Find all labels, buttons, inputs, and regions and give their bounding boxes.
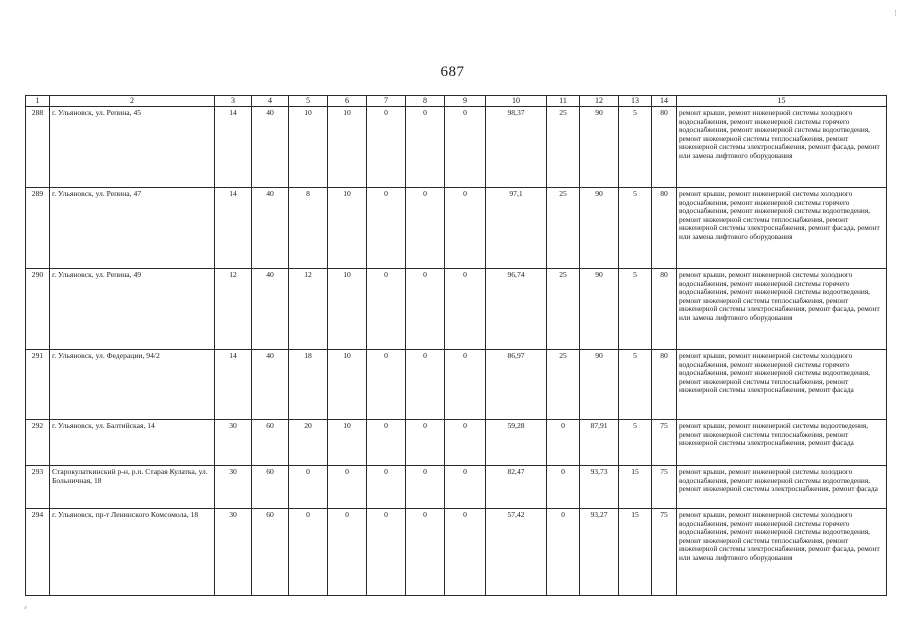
- works-cell: ремонт крыши, ремонт инженерной системы холодного водоснабжения, ремонт инженерной системы горячего водоснабжения, ремонт инженерной системы водоотведения, ремонт инженерной системы теплоснабжения, ремонт инженерной системы электроснабжения, ремонт фасада, ремонт или замена лифтового оборудования: [677, 107, 887, 188]
- value-cell: 0: [289, 466, 328, 509]
- value-cell: 0: [445, 188, 486, 269]
- value-cell: 80: [652, 269, 677, 350]
- value-cell: 0: [547, 420, 580, 466]
- value-cell: 0: [367, 509, 406, 596]
- value-cell: 0: [367, 466, 406, 509]
- value-cell: 5: [619, 269, 652, 350]
- address-cell: г. Ульяновск, ул. Репина, 45: [50, 107, 215, 188]
- value-cell: 97,1: [486, 188, 547, 269]
- value-cell: 25: [547, 350, 580, 420]
- value-cell: 93,73: [580, 466, 619, 509]
- scan-mark-bottom-left: ⸗: [24, 602, 27, 612]
- value-cell: 87,91: [580, 420, 619, 466]
- table-row: [26, 188, 887, 269]
- table-row: [26, 269, 887, 350]
- address-cell: г. Ульяновск, ул. Балтийская, 14: [50, 420, 215, 466]
- table-row: [26, 350, 887, 420]
- value-cell: 30: [215, 420, 252, 466]
- value-cell: 25: [547, 107, 580, 188]
- value-cell: 14: [215, 107, 252, 188]
- value-cell: 12: [289, 269, 328, 350]
- value-cell: 0: [445, 269, 486, 350]
- register-table: [25, 95, 887, 596]
- value-cell: 10: [328, 350, 367, 420]
- table-header-row: [26, 96, 887, 107]
- value-cell: 25: [547, 188, 580, 269]
- address-cell: г. Ульяновск, ул. Репина, 49: [50, 269, 215, 350]
- address-cell: г. Ульяновск, ул. Федерации, 94/2: [50, 350, 215, 420]
- value-cell: 10: [328, 107, 367, 188]
- value-cell: 90: [580, 350, 619, 420]
- value-cell: 60: [252, 509, 289, 596]
- value-cell: 30: [215, 509, 252, 596]
- value-cell: 5: [619, 350, 652, 420]
- column-header: 1: [26, 96, 50, 107]
- value-cell: 0: [328, 466, 367, 509]
- column-header: 6: [328, 96, 367, 107]
- value-cell: 5: [619, 107, 652, 188]
- column-header: 9: [445, 96, 486, 107]
- value-cell: 59,28: [486, 420, 547, 466]
- row-number: 288: [26, 107, 50, 188]
- value-cell: 0: [367, 188, 406, 269]
- value-cell: 40: [252, 269, 289, 350]
- works-cell: ремонт крыши, ремонт инженерной системы водоотведения, ремонт инженерной системы теплоснабжения, ремонт инженерной системы электроснабжения, ремонт фасада: [677, 420, 887, 466]
- value-cell: 0: [406, 509, 445, 596]
- value-cell: 15: [619, 509, 652, 596]
- value-cell: 0: [445, 107, 486, 188]
- value-cell: 80: [652, 107, 677, 188]
- value-cell: 14: [215, 350, 252, 420]
- value-cell: 90: [580, 188, 619, 269]
- row-number: 291: [26, 350, 50, 420]
- works-cell: ремонт крыши, ремонт инженерной системы холодного водоснабжения, ремонт инженерной системы водоотведения, ремонт инженерной системы электроснабжения, ремонт фасада: [677, 466, 887, 509]
- value-cell: 18: [289, 350, 328, 420]
- value-cell: 0: [406, 350, 445, 420]
- row-number: 294: [26, 509, 50, 596]
- scan-mark-top-right: ⁝: [894, 8, 897, 18]
- value-cell: 14: [215, 188, 252, 269]
- value-cell: 0: [406, 107, 445, 188]
- value-cell: 0: [445, 509, 486, 596]
- value-cell: 5: [619, 420, 652, 466]
- value-cell: 0: [406, 466, 445, 509]
- table-row: [26, 420, 887, 466]
- value-cell: 0: [445, 466, 486, 509]
- column-header: 5: [289, 96, 328, 107]
- column-header: 15: [677, 96, 887, 107]
- value-cell: 0: [367, 420, 406, 466]
- value-cell: 75: [652, 420, 677, 466]
- value-cell: 60: [252, 466, 289, 509]
- value-cell: 40: [252, 107, 289, 188]
- value-cell: 60: [252, 420, 289, 466]
- value-cell: 82,47: [486, 466, 547, 509]
- value-cell: 93,27: [580, 509, 619, 596]
- works-cell: ремонт крыши, ремонт инженерной системы холодного водоснабжения, ремонт инженерной системы горячего водоснабжения, ремонт инженерной системы водоотведения, ремонт инженерной системы теплоснабжения, ремонт инженерной системы электроснабжения, ремонт фасада, ремонт или замена лифтового оборудования: [677, 269, 887, 350]
- value-cell: 0: [367, 107, 406, 188]
- column-header: 12: [580, 96, 619, 107]
- row-number: 292: [26, 420, 50, 466]
- value-cell: 96,74: [486, 269, 547, 350]
- value-cell: 0: [445, 420, 486, 466]
- value-cell: 20: [289, 420, 328, 466]
- value-cell: 90: [580, 269, 619, 350]
- value-cell: 0: [367, 350, 406, 420]
- value-cell: 15: [619, 466, 652, 509]
- column-header: 4: [252, 96, 289, 107]
- value-cell: 80: [652, 188, 677, 269]
- value-cell: 0: [547, 509, 580, 596]
- column-header: 2: [50, 96, 215, 107]
- value-cell: 0: [406, 269, 445, 350]
- value-cell: 90: [580, 107, 619, 188]
- value-cell: 12: [215, 269, 252, 350]
- column-header: 8: [406, 96, 445, 107]
- value-cell: 8: [289, 188, 328, 269]
- value-cell: 40: [252, 350, 289, 420]
- value-cell: 0: [328, 509, 367, 596]
- value-cell: 75: [652, 466, 677, 509]
- row-number: 293: [26, 466, 50, 509]
- value-cell: 80: [652, 350, 677, 420]
- value-cell: 0: [445, 350, 486, 420]
- value-cell: 86,97: [486, 350, 547, 420]
- works-cell: ремонт крыши, ремонт инженерной системы холодного водоснабжения, ремонт инженерной системы горячего водоснабжения, ремонт инженерной системы водоотведения, ремонт инженерной системы теплоснабжения, ремонт инженерной системы электроснабжения, ремонт фасада: [677, 350, 887, 420]
- value-cell: 25: [547, 269, 580, 350]
- value-cell: 0: [406, 420, 445, 466]
- value-cell: 10: [289, 107, 328, 188]
- column-header: 10: [486, 96, 547, 107]
- value-cell: 0: [406, 188, 445, 269]
- column-header: 11: [547, 96, 580, 107]
- value-cell: 57,42: [486, 509, 547, 596]
- row-number: 289: [26, 188, 50, 269]
- value-cell: 0: [547, 466, 580, 509]
- works-cell: ремонт крыши, ремонт инженерной системы холодного водоснабжения, ремонт инженерной системы горячего водоснабжения, ремонт инженерной системы водоотведения, ремонт инженерной системы теплоснабжения, ремонт инженерной системы электроснабжения, ремонт фасада, ремонт или замена лифтового оборудования: [677, 509, 887, 596]
- value-cell: 5: [619, 188, 652, 269]
- row-number: 290: [26, 269, 50, 350]
- column-header: 14: [652, 96, 677, 107]
- value-cell: 10: [328, 188, 367, 269]
- value-cell: 0: [289, 509, 328, 596]
- value-cell: 30: [215, 466, 252, 509]
- page-number: 687: [440, 64, 465, 80]
- value-cell: 75: [652, 509, 677, 596]
- address-cell: г. Ульяновск, ул. Репина, 47: [50, 188, 215, 269]
- value-cell: 98,37: [486, 107, 547, 188]
- address-cell: г. Ульяновск, пр-т Ленинского Комсомола, 18: [50, 509, 215, 596]
- works-cell: ремонт крыши, ремонт инженерной системы холодного водоснабжения, ремонт инженерной системы горячего водоснабжения, ремонт инженерной системы водоотведения, ремонт инженерной системы теплоснабжения, ремонт инженерной системы электроснабжения, ремонт фасада, ремонт или замена лифтового оборудования: [677, 188, 887, 269]
- column-header: 3: [215, 96, 252, 107]
- value-cell: 40: [252, 188, 289, 269]
- address-cell: Старокулаткинский р-н, р.п. Старая Кулатка, ул. Больничная, 18: [50, 466, 215, 509]
- table-row: [26, 107, 887, 188]
- column-header: 7: [367, 96, 406, 107]
- table-row: [26, 509, 887, 596]
- value-cell: 10: [328, 269, 367, 350]
- value-cell: 10: [328, 420, 367, 466]
- table-row: [26, 466, 887, 509]
- column-header: 13: [619, 96, 652, 107]
- value-cell: 0: [367, 269, 406, 350]
